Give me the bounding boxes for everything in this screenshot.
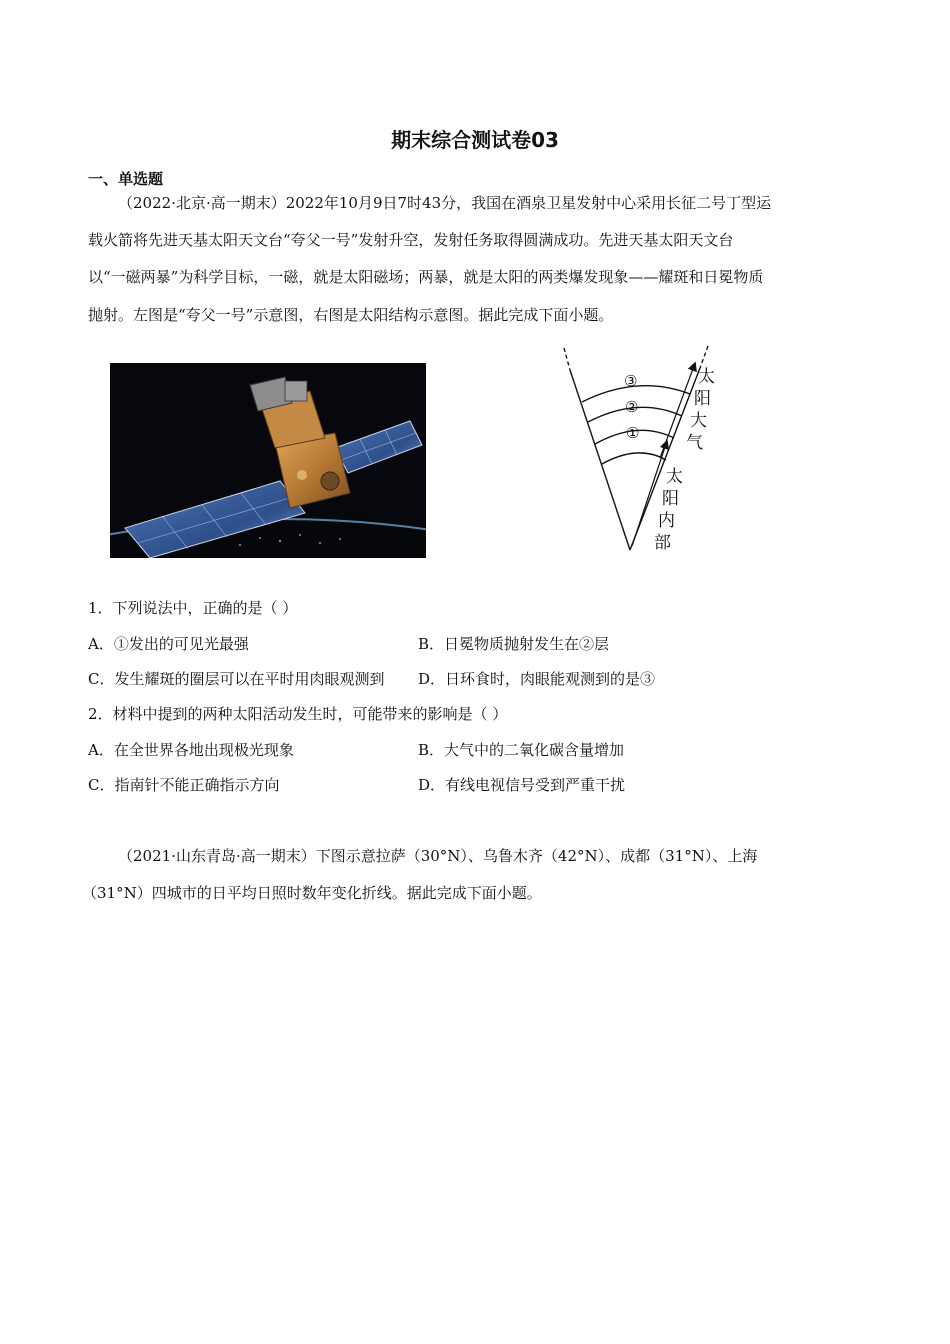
material-line: 以“一磁两暴”为科学目标，一磁，就是太阳磁场；两暴，就是太阳的两类爆发现象——耀斑和日冕物质 <box>88 268 764 286</box>
question-2-option-d[interactable]: D．有线电视信号受到严重干扰 <box>418 776 626 794</box>
label-interior-char: 太 <box>666 467 683 487</box>
label-atmosphere-char: 阳 <box>694 389 711 409</box>
exam-title: 期末综合测试卷03 <box>391 128 559 152</box>
question-1-stem: 1．下列说法中，正确的是（ ） <box>88 599 298 617</box>
material-line: 抛射。左图是“夸父一号”示意图，右图是太阳结构示意图。据此完成下面小题。 <box>88 306 614 324</box>
material-line: （31°N）四城市的日平均日照时数年变化折线。据此完成下面小题。 <box>82 884 542 902</box>
material-line: （2022·北京·高一期末）2022年10月9日7时43分，我国在酒泉卫星发射中心采用长征二号丁型运 <box>118 194 772 212</box>
question-1-option-d[interactable]: D．日环食时，肉眼能观测到的是③ <box>418 670 656 688</box>
label-interior-char: 阳 <box>662 489 679 509</box>
layer-1-label: ① <box>626 424 640 442</box>
label-atmosphere-char: 太 <box>698 367 715 387</box>
question-2-option-c[interactable]: C．指南针不能正确指示方向 <box>88 776 280 794</box>
material-line: （2021·山东青岛·高一期末）下图示意拉萨（30°N）、乌鲁木齐（42°N）、成都（31°N）、上海 <box>118 847 758 865</box>
question-2-option-b[interactable]: B．大气中的二氧化碳含量增加 <box>418 741 625 759</box>
label-interior-char: 部 <box>654 533 671 553</box>
question-1-option-a[interactable]: A．①发出的可见光最强 <box>88 635 249 653</box>
material-line: 载火箭将先进天基太阳天文台“夸父一号”发射升空，发射任务取得圆满成功。先进天基太阳天文台 <box>88 231 734 249</box>
sun-structure-diagram <box>548 340 738 560</box>
section-heading: 一、单选题 <box>88 170 164 188</box>
label-atmosphere-char: 气 <box>686 433 703 453</box>
question-1-option-b[interactable]: B．日冕物质抛射发生在②层 <box>418 635 610 653</box>
label-interior-char: 内 <box>658 511 675 531</box>
label-atmosphere-char: 大 <box>690 411 707 431</box>
satellite-photo <box>110 363 426 558</box>
layer-3-label: ③ <box>624 372 638 390</box>
question-2-option-a[interactable]: A．在全世界各地出现极光现象 <box>88 741 294 759</box>
layer-2-label: ② <box>625 398 639 416</box>
question-1-option-c[interactable]: C．发生耀斑的圈层可以在平时用肉眼观测到 <box>88 670 385 688</box>
question-2-stem: 2．材料中提到的两种太阳活动发生时，可能带来的影响是（ ） <box>88 705 508 723</box>
